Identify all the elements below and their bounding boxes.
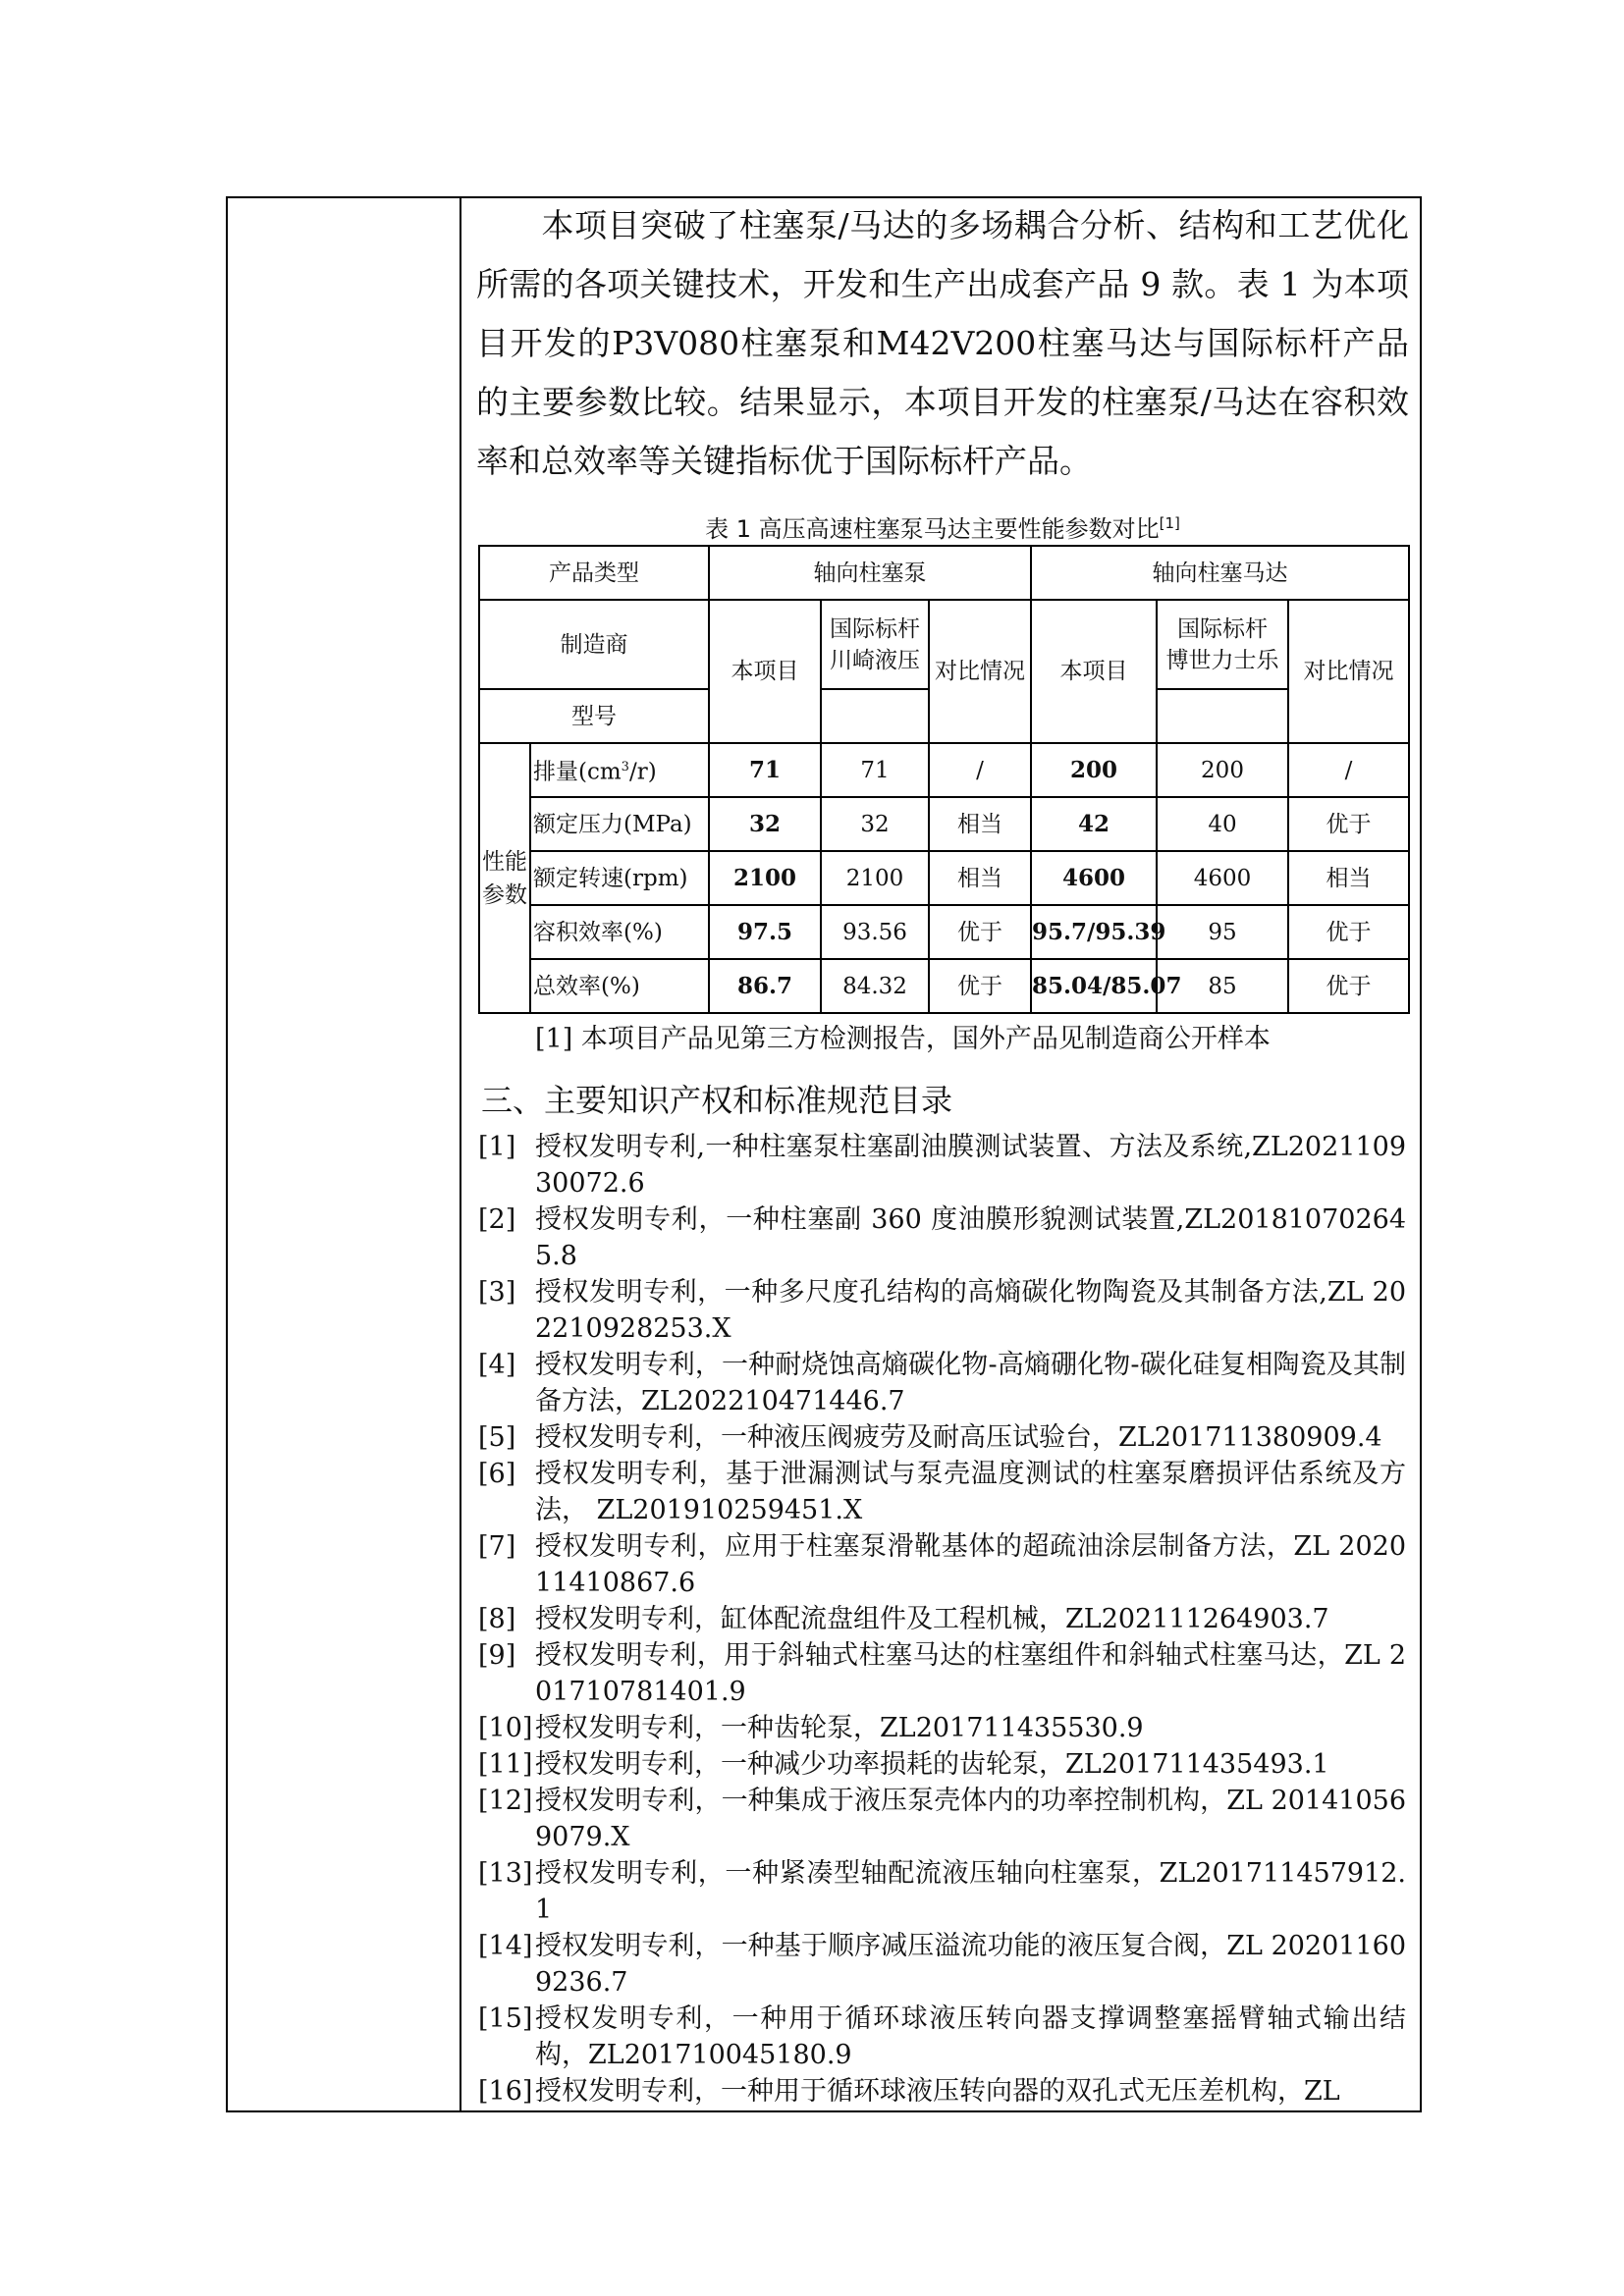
column-divider [460, 198, 461, 2110]
list-item [478, 1129, 1406, 1201]
cell-motor-intl-value: 40 [1157, 797, 1288, 851]
list-item [478, 1710, 1406, 1746]
cell-motor-intl: 国际标杆 博世力士乐 [1157, 600, 1288, 689]
reference-number: [2] [478, 1204, 516, 1235]
cell-row-label: 容积效率(%) [530, 905, 709, 959]
reference-text: 授权发明专利，一种用于循环球液压转向器支撑调整塞摇臂轴式输出结构，ZL201710045180.9 [535, 2003, 1406, 2070]
cell-row-label: 总效率(%) [530, 959, 709, 1013]
list-item [478, 1746, 1406, 1783]
table-row [479, 959, 1409, 1013]
cell-motor-cmp: 优于 [1288, 959, 1409, 1013]
list-item [478, 1637, 1406, 1710]
reference-text: 授权发明专利，一种集成于液压泵壳体内的功率控制机构，ZL 201410569079.X [535, 1786, 1406, 1852]
cell-pump-ours: 32 [709, 797, 821, 851]
reference-text: 授权发明专利，一种齿轮泵，ZL201711435530.9 [535, 1713, 1144, 1743]
reference-number: [7] [478, 1531, 516, 1562]
reference-text: 授权发明专利，一种柱塞副 360 度油膜形貌测试装置,ZL201810702645.8 [535, 1204, 1406, 1271]
cell-pump-ours: 86.7 [709, 959, 821, 1013]
reference-number: [11] [478, 1749, 533, 1780]
cell-axial-motor: 轴向柱塞马达 [1031, 546, 1409, 600]
cell-motor-ours: 95.7/95.39 [1031, 905, 1157, 959]
reference-text: 授权发明专利,一种柱塞泵柱塞副油膜测试装置、方法及系统,ZL202110930072.6 [535, 1132, 1406, 1199]
cell-motor-intl-value: 200 [1157, 743, 1288, 797]
table-caption: 表 1 高压高速柱塞泵马达主要性能参数对比[1] [705, 514, 1180, 543]
reference-text: 授权发明专利，缸体配流盘组件及工程机械，ZL202111264903.7 [535, 1604, 1329, 1634]
reference-text: 授权发明专利，一种减少功率损耗的齿轮泵，ZL201711435493.1 [535, 1749, 1329, 1780]
table-row [479, 905, 1409, 959]
reference-number: [13] [478, 1858, 533, 1889]
list-item [478, 1347, 1406, 1419]
cell-motor-cmp: 相当 [1288, 851, 1409, 905]
reference-text: 授权发明专利，一种多尺度孔结构的高熵碳化物陶瓷及其制备方法,ZL 202210928253.X [535, 1277, 1406, 1344]
cell-motor-cmp: / [1288, 743, 1409, 797]
table-row [479, 797, 1409, 851]
cell-pump-cmp: 优于 [929, 959, 1031, 1013]
cell-pump-intl-value: 71 [821, 743, 929, 797]
cell-motor-intl-value: 4600 [1157, 851, 1288, 905]
reference-number: [16] [478, 2076, 533, 2107]
reference-number: [8] [478, 1604, 516, 1634]
reference-number: [9] [478, 1640, 516, 1671]
content-column [476, 196, 1409, 544]
cell-motor-this-project: 本项目 [1031, 600, 1157, 743]
cell-motor-ours: 85.04/85.07 [1031, 959, 1157, 1013]
cell-motor-ours: 4600 [1031, 851, 1157, 905]
cell-motor-intl-value: 95 [1157, 905, 1288, 959]
reference-text: 授权发明专利，一种基于顺序减压溢流功能的液压复合阀，ZL 202011609236.7 [535, 1931, 1406, 1998]
reference-number: [1] [478, 1132, 516, 1162]
cell-row-label: 排量$(cm^3/r)$ [530, 743, 709, 797]
reference-text: 授权发明专利，一种用于循环球液压转向器的双孔式无压差机构，ZL [535, 2076, 1340, 2107]
reference-number: [15] [478, 2003, 533, 2034]
reference-number: [10] [478, 1713, 533, 1743]
cell-pump-ours: 71 [709, 743, 821, 797]
cell-motor-cmp: 优于 [1288, 905, 1409, 959]
cell-pump-this-project: 本项目 [709, 600, 821, 743]
cell-pump-cmp: / [929, 743, 1031, 797]
reference-number: [5] [478, 1422, 516, 1453]
reference-number: [3] [478, 1277, 516, 1308]
cell-motor-ours: 200 [1031, 743, 1157, 797]
header-row-maker [479, 600, 1409, 689]
cell-perf-label: 性能 参数 [479, 743, 530, 1013]
list-item [478, 1201, 1406, 1274]
cell-pump-intl: 国际标杆 川崎液压 [821, 600, 929, 689]
list-item [478, 1419, 1406, 1456]
table-footnote: [1] 本项目产品见第三方检测报告，国外产品见制造商公开样本 [535, 1024, 1271, 1054]
cell-row-label: 额定转速(rpm) [530, 851, 709, 905]
list-item [478, 1528, 1406, 1601]
cell-pump-ours: 2100 [709, 851, 821, 905]
reference-number: [4] [478, 1350, 516, 1380]
header-row-type [479, 546, 1409, 600]
cell-pump-intl-value: 32 [821, 797, 929, 851]
performance-table [478, 545, 1410, 1014]
reference-text: 授权发明专利，一种紧凑型轴配流液压轴向柱塞泵，ZL201711457912.1 [535, 1858, 1406, 1925]
section-title: 三、主要知识产权和标准规范目录 [481, 1082, 953, 1119]
list-item [478, 1274, 1406, 1347]
reference-text: 授权发明专利，用于斜轴式柱塞马达的柱塞组件和斜轴式柱塞马达，ZL 201710781401.9 [535, 1640, 1406, 1707]
reference-text: 授权发明专利，基于泄漏测试与泵壳温度测试的柱塞泵磨损评估系统及方法， ZL201910259451.X [535, 1459, 1406, 1525]
list-item [478, 2073, 1406, 2109]
cell-pump-cmp: 优于 [929, 905, 1031, 959]
cell-motor-intl-value: 85 [1157, 959, 1288, 1013]
list-item [478, 1456, 1406, 1528]
list-item [478, 2001, 1406, 2073]
reference-list [478, 1129, 1406, 2109]
intro-paragraph: 本项目突破了柱塞泵/马达的多场耦合分析、结构和工艺优化所需的各项关键技术，开发和生产出成套产品 9 款。表 1 为本项目开发的P3V080柱塞泵和M42V200柱塞马达与国际标杆产品的主要参数比较。结果显示，本项目开发的柱塞泵/马达在容积效率和总效率等关键指标优于国际标杆产品。 [476, 206, 1409, 480]
cell-motor-ours: 42 [1031, 797, 1157, 851]
cell-motor-compare: 对比情况 [1288, 600, 1409, 743]
reference-number: [12] [478, 1786, 533, 1816]
cell-model: 型号 [479, 689, 709, 743]
list-item [478, 1855, 1406, 1928]
cell-pump-intl-value: 93.56 [821, 905, 929, 959]
list-item [478, 1928, 1406, 2001]
cell-pump-ours: 97.5 [709, 905, 821, 959]
table-row [479, 851, 1409, 905]
list-item [478, 1601, 1406, 1637]
cell-row-label: 额定压力(MPa) [530, 797, 709, 851]
cell-product-type: 产品类型 [479, 546, 709, 600]
cell-pump-cmp: 相当 [929, 797, 1031, 851]
reference-number: [6] [478, 1459, 516, 1489]
reference-text: 授权发明专利，一种耐烧蚀高熵碳化物-高熵硼化物-碳化硅复相陶瓷及其制备方法，ZL202210471446.7 [535, 1350, 1406, 1416]
list-item [478, 1783, 1406, 1855]
cell-pump-intl-value: 2100 [821, 851, 929, 905]
reference-number: [14] [478, 1931, 533, 1961]
cell-motor-cmp: 优于 [1288, 797, 1409, 851]
cell-pump-cmp: 相当 [929, 851, 1031, 905]
cell-pump-intl-value: 84.32 [821, 959, 929, 1013]
reference-text: 授权发明专利，一种液压阀疲劳及耐高压试验台，ZL201711380909.4 [535, 1422, 1382, 1453]
table-row [479, 743, 1409, 797]
cell-maker: 制造商 [479, 600, 709, 689]
cell-axial-pump: 轴向柱塞泵 [709, 546, 1031, 600]
cell-pump-compare: 对比情况 [929, 600, 1031, 743]
reference-text: 授权发明专利，应用于柱塞泵滑靴基体的超疏油涂层制备方法，ZL 202011410867.6 [535, 1531, 1406, 1598]
